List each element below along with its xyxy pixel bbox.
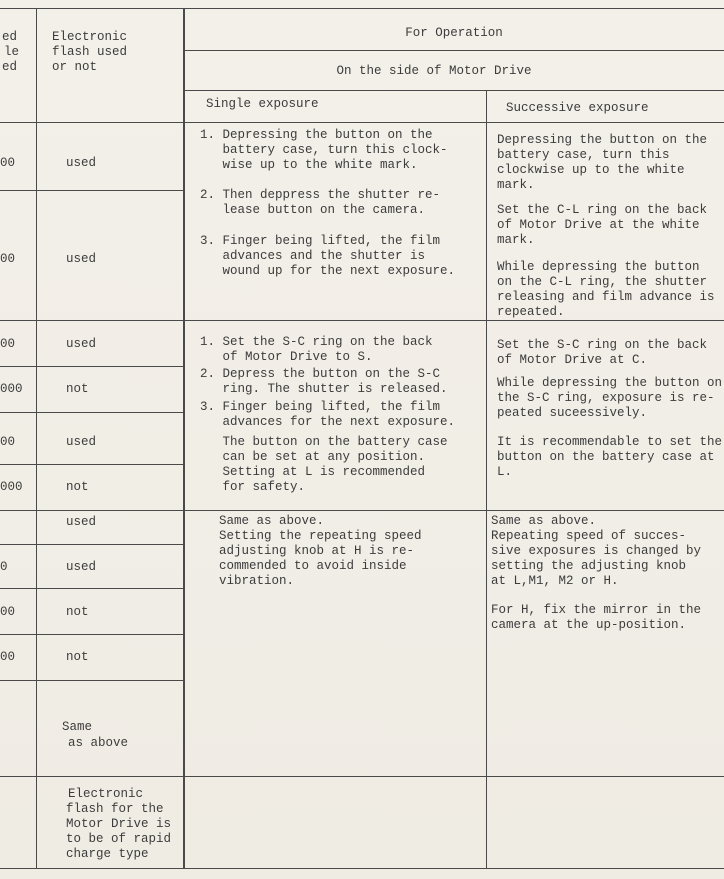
g1-single-line: wise up to the white mark.: [200, 158, 418, 172]
rapid-charge-line1: Electronic: [68, 787, 144, 801]
g2-single-line: advances for the next exposure.: [200, 415, 456, 429]
g1-succ-line: Set the C-L ring on the back: [497, 203, 708, 217]
g1-single-line: 3. Finger being lifted, the film: [200, 234, 441, 248]
g2-succ-line: It is recommendable to set the: [497, 435, 723, 449]
rapid-charge-line5: charge type: [66, 847, 149, 861]
g2-single-line: for safety.: [200, 480, 306, 494]
g2-single-line: 1. Set the S-C ring on the back: [200, 335, 433, 349]
g3-succ-line: sive exposures is changed by: [491, 544, 702, 558]
g2-succ-line: L.: [497, 465, 513, 479]
row1-flash: used: [66, 156, 97, 170]
g3-single-line: Same as above.: [219, 514, 325, 528]
rule-row1: [0, 190, 184, 191]
g1-single-line: advances and the shutter is: [200, 249, 426, 263]
rule-row5: [0, 464, 184, 465]
rule-row7: [0, 544, 184, 545]
rule-row9: [0, 634, 184, 635]
g1-succ-line: While depressing the button: [497, 260, 700, 274]
rapid-charge-line3: Motor Drive is: [66, 817, 172, 831]
g1-succ-line: Depressing the button on the: [497, 133, 708, 147]
row4-flash: not: [66, 382, 89, 396]
row7-flash: used: [66, 515, 97, 529]
g2-single-line: ring. The shutter is released.: [200, 382, 448, 396]
g2-succ-line: peated suceessively.: [497, 406, 648, 420]
g1-succ-line: repeated.: [497, 305, 565, 319]
header-successive-exposure: Successive exposure: [506, 101, 649, 115]
row8-speed: 0: [0, 560, 8, 574]
header-col0-line2: le: [4, 45, 20, 59]
g2-single-line: 2. Depress the button on the S-C: [200, 367, 441, 381]
rule-bottom: [0, 868, 724, 869]
rule-row3: [0, 366, 184, 367]
g1-single-line: 1. Depressing the button on the: [200, 128, 433, 142]
rule-motor-side: [184, 90, 724, 91]
g3-single-line: commended to avoid inside: [219, 559, 407, 573]
rule-row8: [0, 588, 184, 589]
row9-speed: 00: [0, 605, 16, 619]
header-single-exposure: Single exposure: [206, 97, 319, 111]
row6-speed: 000: [0, 480, 23, 494]
g3-single-line: adjusting knob at H is re-: [219, 544, 415, 558]
g1-succ-line: mark.: [497, 233, 535, 247]
g2-succ-line: While depressing the button on: [497, 376, 723, 390]
header-flash-line2: flash used: [52, 45, 128, 59]
rule-col0: [36, 8, 37, 868]
header-flash-line1: Electronic: [52, 30, 128, 44]
header-col0-line3: ed: [2, 60, 18, 74]
g2-succ-line: the S-C ring, exposure is re-: [497, 391, 715, 405]
rule-operation: [184, 50, 724, 51]
rapid-charge-line4: to be of rapid: [66, 832, 172, 846]
g1-succ-line: battery case, turn this: [497, 148, 670, 162]
g3-single-line: vibration.: [219, 574, 295, 588]
rule-header-bottom: [0, 122, 724, 123]
g2-succ-line: of Motor Drive at C.: [497, 353, 648, 367]
g1-single-line: lease button on the camera.: [200, 203, 426, 217]
g1-succ-line: on the C-L ring, the shutter: [497, 275, 708, 289]
row4-speed: 000: [0, 382, 23, 396]
rapid-charge-line2: flash for the: [66, 802, 164, 816]
rule-col2: [486, 90, 487, 868]
row3-speed: 00: [0, 337, 16, 351]
g3-succ-line: For H, fix the mirror in the: [491, 603, 702, 617]
g1-single-line: 2. Then deppress the shutter re-: [200, 188, 441, 202]
row2-flash: used: [66, 252, 97, 266]
g2-single-line: The button on the battery case: [200, 435, 448, 449]
g1-succ-line: of Motor Drive at the white: [497, 218, 700, 232]
same-as-above-line2: as above: [68, 736, 129, 750]
g2-succ-line: button on the battery case at: [497, 450, 715, 464]
row5-speed: 00: [0, 435, 16, 449]
row10-speed: 00: [0, 650, 16, 664]
g2-single-line: 3. Finger being lifted, the film: [200, 400, 441, 414]
g2-single-line: Setting at L is recommended: [200, 465, 426, 479]
row6-flash: not: [66, 480, 89, 494]
g3-succ-line: Repeating speed of succes-: [491, 529, 687, 543]
header-motor-side: On the side of Motor Drive: [336, 64, 532, 78]
same-as-above-line1: Same: [62, 720, 93, 734]
g2-single-line: of Motor Drive to S.: [200, 350, 373, 364]
g1-single-line: wound up for the next exposure.: [200, 264, 456, 278]
rule-group3-bottom: [0, 776, 724, 777]
header-flash-line3: or not: [52, 60, 98, 74]
row2-speed: 00: [0, 252, 16, 266]
g2-succ-line: Set the S-C ring on the back: [497, 338, 708, 352]
rule-row4: [0, 412, 184, 413]
g3-succ-line: camera at the up-position.: [491, 618, 687, 632]
g3-single-line: Setting the repeating speed: [219, 529, 422, 543]
rule-row10: [0, 680, 184, 681]
header-for-operation: For Operation: [405, 26, 503, 40]
g3-succ-line: at L,M1, M2 or H.: [491, 574, 619, 588]
g3-succ-line: Same as above.: [491, 514, 597, 528]
row9-flash: not: [66, 605, 89, 619]
g2-single-line: can be set at any position.: [200, 450, 426, 464]
header-col0-line1: ed: [2, 30, 18, 44]
rule-top: [0, 8, 724, 9]
row1-speed: 00: [0, 156, 16, 170]
g1-succ-line: mark.: [497, 178, 535, 192]
g1-succ-line: clockwise up to the white: [497, 163, 685, 177]
rule-group2-bottom: [0, 510, 724, 511]
row10-flash: not: [66, 650, 89, 664]
row3-flash: used: [66, 337, 97, 351]
g1-succ-line: releasing and film advance is: [497, 290, 715, 304]
row5-flash: used: [66, 435, 97, 449]
rule-group1-bottom: [0, 320, 724, 321]
g1-single-line: battery case, turn this clock-: [200, 143, 448, 157]
g3-succ-line: setting the adjusting knob: [491, 559, 687, 573]
row8-flash: used: [66, 560, 97, 574]
rule-col1: [183, 8, 185, 868]
